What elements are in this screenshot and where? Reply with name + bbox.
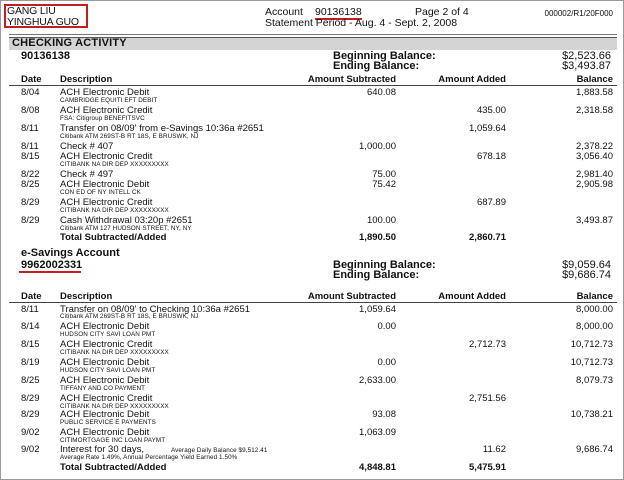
table-row-date: 8/11 — [21, 304, 39, 315]
table-row-detail: HUDSON CITY SAVI LOAN PMT — [60, 367, 156, 374]
account-holder-names — [4, 4, 88, 28]
table-row-balance: 2,378.22 — [576, 141, 613, 152]
savings-ending-value: $9,686.74 — [562, 269, 611, 281]
savings-account-underline — [19, 271, 81, 273]
table-row-subtracted: 100.00 — [366, 215, 396, 226]
table-row-balance: 10,712.73 — [570, 339, 613, 350]
checking-beginning-label: Beginning Balance: — [333, 50, 436, 62]
table-row-date: 8/04 — [21, 87, 40, 98]
table-row-subtracted: 0.00 — [377, 321, 396, 332]
checking-section-bar — [9, 37, 617, 50]
table-row-detail: Citibank ATM 269ST-B RT 18S, E BRUSWK, NJ — [60, 133, 199, 140]
table-row-date: 9/02 — [21, 427, 40, 438]
table-row-balance: 9,686.74 — [576, 444, 613, 455]
table-row-detail: HUDSON CITY SAVI LOAN PMT — [60, 331, 156, 338]
table-row-balance: 8,079.73 — [576, 375, 613, 386]
table-row-subtracted: 1,063.09 — [359, 427, 396, 438]
table-row-detail: TIFFANY AND CO PAYMENT — [60, 385, 146, 392]
table-row-date: 8/25 — [21, 375, 40, 386]
table-row-date: 8/11 — [21, 141, 39, 152]
savings-ending-label: Ending Balance: — [333, 269, 420, 281]
savings-header-rule — [9, 302, 617, 303]
table-row-date: 8/15 — [21, 151, 40, 162]
table-row-description: ACH Electronic Debit — [60, 357, 150, 368]
table-row-subtracted: 2,633.00 — [359, 375, 396, 386]
table-row-detail: CON ED OF NY INTELL CK — [60, 189, 141, 196]
savings-total-label: Total Subtracted/Added — [60, 462, 167, 473]
checking-total-added: 2,860.71 — [469, 232, 506, 243]
savings-total-subtracted: 4,848.81 — [359, 462, 396, 473]
table-row-balance: 8,000.00 — [576, 304, 613, 315]
table-row-date: 8/19 — [21, 357, 40, 368]
table-row-date: 8/11 — [21, 123, 39, 134]
table-row-balance: 2,318.58 — [576, 105, 613, 116]
checking-col-date: Date — [21, 74, 42, 85]
table-row-subtracted: 0.00 — [377, 357, 396, 368]
table-row-subtracted: 1,000.00 — [359, 141, 396, 152]
holder-name-1: GANG LIU — [7, 5, 56, 17]
table-row-description: ACH Electronic Credit — [60, 339, 153, 350]
table-row-subtracted: 640.08 — [366, 87, 396, 98]
table-row-description: ACH Electronic Debit — [60, 375, 150, 386]
table-row-detail: PUBLIC SERVICE E PAYMENTS — [60, 419, 156, 426]
savings-col-added: Amount Added — [438, 291, 506, 302]
table-row-added: 2,712.73 — [469, 339, 506, 350]
account-label: Account — [265, 6, 303, 18]
checking-col-balance: Balance — [576, 74, 613, 85]
checking-beginning-value: $2,523.66 — [562, 50, 611, 62]
table-row-description: ACH Electronic Credit — [60, 151, 153, 162]
savings-total-added: 5,475.91 — [469, 462, 506, 473]
table-row-description: Interest for 30 days, — [60, 444, 144, 455]
table-row-balance: 10,712.73 — [570, 357, 613, 368]
table-row-date: 8/14 — [21, 321, 40, 332]
table-row-date: 8/25 — [21, 179, 40, 190]
table-row-detail: CITIBANK NA DIR DEP XXXXXXXXX — [60, 403, 169, 410]
savings-beginning-label: Beginning Balance: — [333, 259, 436, 271]
account-number: 90136138 — [315, 6, 362, 18]
checking-col-description: Description — [60, 74, 113, 85]
table-row-detail: FSA: Citigroup BENEFITSVC — [60, 115, 145, 122]
table-row-subtracted: 1,059.64 — [359, 304, 396, 315]
table-row-date: 8/29 — [21, 393, 40, 404]
table-row-date: 8/29 — [21, 197, 40, 208]
table-row-balance: 2,905.98 — [576, 179, 613, 190]
table-row-added: 678.18 — [476, 151, 506, 162]
table-row-balance: 3,493.87 — [576, 215, 613, 226]
page-indicator: Page 2 of 4 — [415, 6, 469, 18]
table-row-balance: 8,000.00 — [576, 321, 613, 332]
document-code: 000002/R1/20F000 — [544, 9, 613, 18]
table-row-balance: 10,738.21 — [570, 409, 613, 420]
table-row-description: Check # 497 — [60, 169, 114, 180]
savings-col-description: Description — [60, 291, 113, 302]
checking-section-title: CHECKING ACTIVITY — [12, 37, 127, 49]
savings-col-date: Date — [21, 291, 42, 302]
checking-ending-value: $3,493.87 — [562, 60, 611, 72]
table-row-description: ACH Electronic Debit — [60, 87, 150, 98]
table-row-balance: 3,056.40 — [576, 151, 613, 162]
table-row-note: Average Daily Balance $9,512.41 — [171, 447, 268, 454]
table-row-subtracted: 93.08 — [372, 409, 396, 420]
checking-col-added: Amount Added — [438, 74, 506, 85]
table-row-added: 687.89 — [476, 197, 506, 208]
checking-account-number: 90136138 — [21, 50, 70, 62]
table-row-subtracted: 75.42 — [372, 179, 396, 190]
checking-total-subtracted: 1,890.50 — [359, 232, 396, 243]
table-row-description: Transfer on 08/09' from e-Savings 10:36a #2651 — [60, 123, 264, 134]
table-row-detail: Citibank ATM 269ST-B RT 18S, E BRUSWK, NJ — [60, 313, 199, 320]
table-row-detail: Average Rate 1.49%, Annual Percentage Yield Earned 1.50% — [60, 454, 238, 461]
table-row-detail: CITIBANK NA DIR DEP XXXXXXXXX — [60, 349, 169, 356]
table-row-description: Check # 407 — [60, 141, 114, 152]
table-row-detail: CITIBANK NA DIR DEP XXXXXXXXX — [60, 207, 169, 214]
table-row-description: ACH Electronic Debit — [60, 321, 150, 332]
table-row-detail: CAMBRIDGE EQUITI EFT DEBIT — [60, 97, 158, 104]
table-row-detail: CITIBANK NA DIR DEP XXXXXXXXX — [60, 161, 169, 168]
table-row-balance: 1,883.58 — [576, 87, 613, 98]
table-row-description: ACH Electronic Credit — [60, 197, 153, 208]
table-row-detail: CITIMORTGAGE INC LOAN PAYMT — [60, 437, 166, 444]
header-divider — [9, 34, 617, 35]
table-row-description: ACH Electronic Debit — [60, 409, 150, 420]
table-row-date: 8/15 — [21, 339, 40, 350]
table-row-description: ACH Electronic Debit — [60, 179, 150, 190]
table-row-added: 1,059.64 — [469, 123, 506, 134]
checking-header-rule — [9, 85, 617, 86]
checking-ending-label: Ending Balance: — [333, 60, 420, 72]
savings-col-balance: Balance — [576, 291, 613, 302]
table-row-added: 11.62 — [482, 444, 506, 455]
table-row-detail: Citibank ATM 127 HUDSON STREET, NY, NY — [60, 225, 192, 232]
table-row-description: Transfer on 08/09' to Checking 10:36a #2651 — [60, 304, 251, 315]
table-row-description: ACH Electronic Credit — [60, 105, 153, 116]
holder-name-2: YINGHUA GUO — [7, 15, 79, 28]
table-row-date: 8/29 — [21, 409, 40, 420]
savings-section-title: e-Savings Account — [21, 247, 120, 259]
table-row-date: 8/29 — [21, 215, 40, 226]
table-row-subtracted: 75.00 — [372, 169, 396, 180]
table-row-description: ACH Electronic Debit — [60, 427, 150, 438]
checking-total-label: Total Subtracted/Added — [60, 232, 167, 243]
table-row-date: 9/02 — [21, 444, 40, 455]
table-row-added: 2,751.56 — [469, 393, 506, 404]
statement-period: Statement Period - Aug. 4 - Sept. 2, 2008 — [265, 17, 458, 29]
savings-beginning-value: $9,059.64 — [562, 259, 611, 271]
table-row-balance: 2,981.40 — [576, 169, 613, 180]
table-row-date: 8/22 — [21, 169, 40, 180]
table-row-description: ACH Electronic Credit — [60, 393, 153, 404]
savings-col-subtracted: Amount Subtracted — [307, 291, 396, 302]
savings-account-number: 9962002331 — [21, 259, 83, 271]
table-row-date: 8/08 — [21, 105, 40, 116]
table-row-description: Cash Withdrawal 03:20p #2651 — [60, 215, 193, 226]
checking-col-subtracted: Amount Subtracted — [307, 74, 396, 85]
table-row-added: 435.00 — [476, 105, 506, 116]
